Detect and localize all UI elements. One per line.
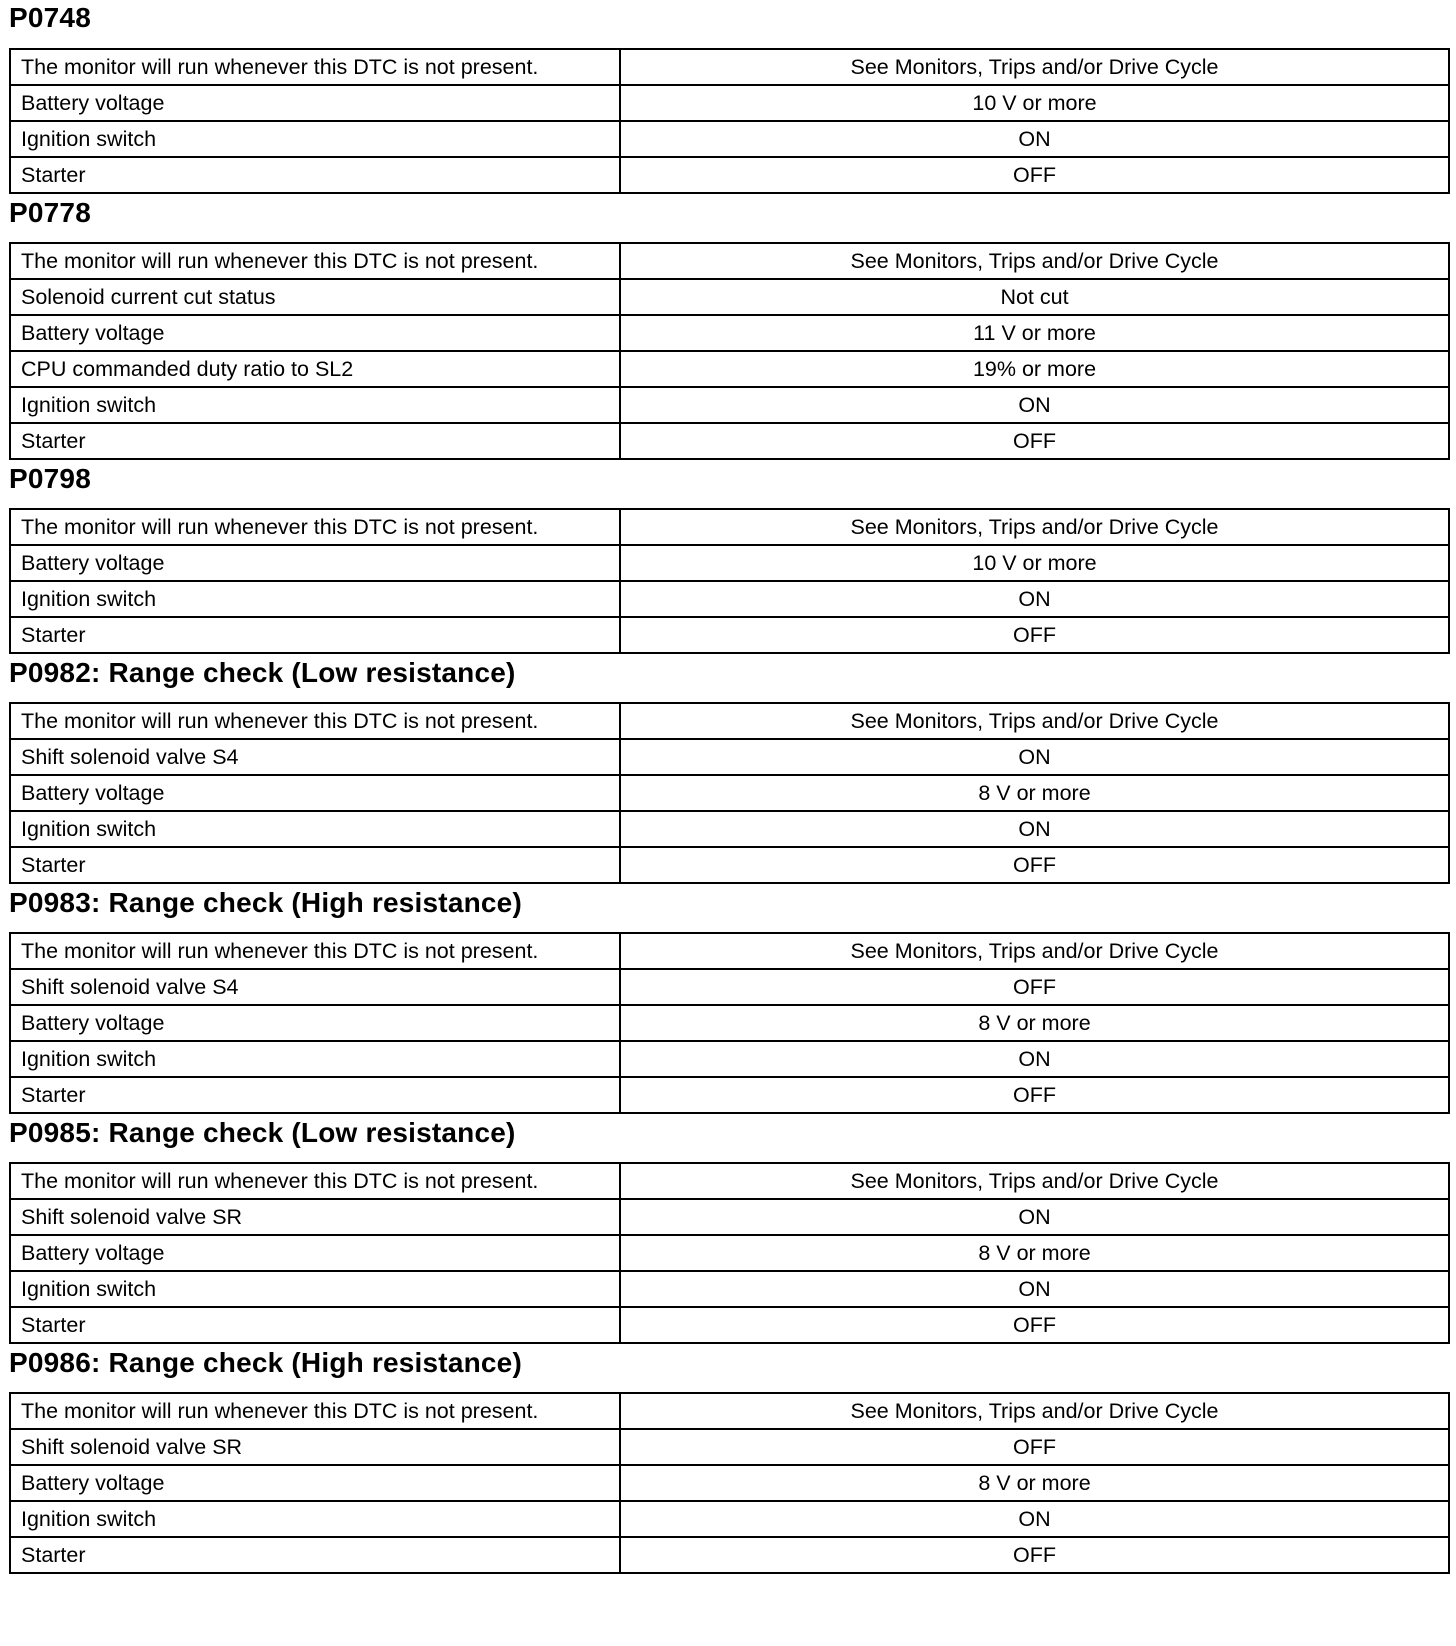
value-cell: See Monitors, Trips and/or Drive Cycle [620,1393,1449,1429]
table-row [10,387,1449,423]
value-cell: OFF [620,1307,1449,1343]
condition-cell: Shift solenoid valve S4 [10,739,620,775]
dtc-section [9,654,1449,884]
table-row [10,1501,1449,1537]
condition-cell: Shift solenoid valve SR [10,1199,620,1235]
section-title: P0986: Range check (High resistance) [9,1347,522,1378]
value-cell: 11 V or more [620,315,1449,351]
value-cell: ON [620,739,1449,775]
value-cell: OFF [620,617,1449,653]
condition-cell: Battery voltage [10,85,620,121]
value-cell: OFF [620,1429,1449,1465]
value-cell: 19% or more [620,351,1449,387]
condition-cell: Shift solenoid valve S4 [10,969,620,1005]
value-cell: See Monitors, Trips and/or Drive Cycle [620,243,1449,279]
table-row [10,315,1449,351]
conditions-table [9,702,1450,884]
value-cell: See Monitors, Trips and/or Drive Cycle [620,1163,1449,1199]
table-row [10,933,1449,969]
section-title: P0778 [9,197,91,228]
value-cell: 8 V or more [620,1235,1449,1271]
section-title: P0985: Range check (Low resistance) [9,1117,516,1148]
condition-cell: Ignition switch [10,1271,620,1307]
table-row [10,1235,1449,1271]
table-row [10,279,1449,315]
section-title: P0983: Range check (High resistance) [9,887,522,918]
condition-cell: Battery voltage [10,315,620,351]
dtc-section [9,0,1449,194]
value-cell: OFF [620,157,1449,193]
table-row [10,581,1449,617]
table-row [10,847,1449,883]
conditions-table [9,1162,1450,1344]
value-cell: 10 V or more [620,85,1449,121]
condition-cell: The monitor will run whenever this DTC is not present. [10,1163,620,1199]
table-row [10,775,1449,811]
condition-cell: Ignition switch [10,811,620,847]
condition-cell: The monitor will run whenever this DTC is not present. [10,49,620,85]
value-cell: Not cut [620,279,1449,315]
value-cell: OFF [620,423,1449,459]
table-row [10,157,1449,193]
condition-cell: Battery voltage [10,545,620,581]
section-title: P0798 [9,463,91,494]
table-row [10,703,1449,739]
table-row [10,1041,1449,1077]
condition-cell: Solenoid current cut status [10,279,620,315]
value-cell: 8 V or more [620,775,1449,811]
condition-cell: The monitor will run whenever this DTC is not present. [10,1393,620,1429]
condition-cell: The monitor will run whenever this DTC is not present. [10,243,620,279]
section-title: P0748 [9,2,91,33]
value-cell: See Monitors, Trips and/or Drive Cycle [620,49,1449,85]
condition-cell: The monitor will run whenever this DTC is not present. [10,509,620,545]
table-row [10,1393,1449,1429]
condition-cell: Battery voltage [10,1235,620,1271]
table-row [10,969,1449,1005]
condition-cell: The monitor will run whenever this DTC is not present. [10,703,620,739]
conditions-table [9,1392,1450,1574]
condition-cell: Ignition switch [10,121,620,157]
table-row [10,617,1449,653]
dtc-section [9,884,1449,1114]
value-cell: ON [620,1501,1449,1537]
condition-cell: Starter [10,157,620,193]
table-row [10,545,1449,581]
table-row [10,739,1449,775]
condition-cell: Shift solenoid valve SR [10,1429,620,1465]
table-row [10,1005,1449,1041]
condition-cell: Battery voltage [10,1005,620,1041]
condition-cell: Starter [10,617,620,653]
value-cell: ON [620,1041,1449,1077]
condition-cell: Ignition switch [10,387,620,423]
table-row [10,1537,1449,1573]
table-row [10,811,1449,847]
table-row [10,351,1449,387]
dtc-section [9,194,1449,460]
table-row [10,1271,1449,1307]
section-title: P0982: Range check (Low resistance) [9,657,516,688]
condition-cell: Starter [10,423,620,459]
condition-cell: Battery voltage [10,1465,620,1501]
value-cell: ON [620,121,1449,157]
condition-cell: The monitor will run whenever this DTC is not present. [10,933,620,969]
table-row [10,243,1449,279]
table-row [10,1429,1449,1465]
conditions-table [9,508,1450,654]
value-cell: 10 V or more [620,545,1449,581]
table-row [10,1307,1449,1343]
table-row [10,423,1449,459]
dtc-section [9,1344,1449,1574]
value-cell: OFF [620,1077,1449,1113]
value-cell: OFF [620,1537,1449,1573]
condition-cell: Ignition switch [10,581,620,617]
table-row [10,1077,1449,1113]
value-cell: ON [620,581,1449,617]
value-cell: 8 V or more [620,1005,1449,1041]
condition-cell: CPU commanded duty ratio to SL2 [10,351,620,387]
condition-cell: Ignition switch [10,1041,620,1077]
value-cell: ON [620,1199,1449,1235]
conditions-table [9,932,1450,1114]
condition-cell: Battery voltage [10,775,620,811]
condition-cell: Starter [10,1077,620,1113]
value-cell: OFF [620,847,1449,883]
value-cell: 8 V or more [620,1465,1449,1501]
conditions-table [9,242,1450,460]
table-row [10,49,1449,85]
table-row [10,121,1449,157]
table-row [10,1163,1449,1199]
table-row [10,509,1449,545]
condition-cell: Starter [10,1537,620,1573]
value-cell: See Monitors, Trips and/or Drive Cycle [620,509,1449,545]
value-cell: ON [620,387,1449,423]
value-cell: See Monitors, Trips and/or Drive Cycle [620,933,1449,969]
dtc-section [9,1114,1449,1344]
value-cell: ON [620,811,1449,847]
table-row [10,85,1449,121]
value-cell: OFF [620,969,1449,1005]
value-cell: ON [620,1271,1449,1307]
condition-cell: Starter [10,847,620,883]
condition-cell: Ignition switch [10,1501,620,1537]
conditions-table [9,48,1450,194]
value-cell: See Monitors, Trips and/or Drive Cycle [620,703,1449,739]
table-row [10,1465,1449,1501]
table-row [10,1199,1449,1235]
condition-cell: Starter [10,1307,620,1343]
dtc-section [9,460,1449,654]
